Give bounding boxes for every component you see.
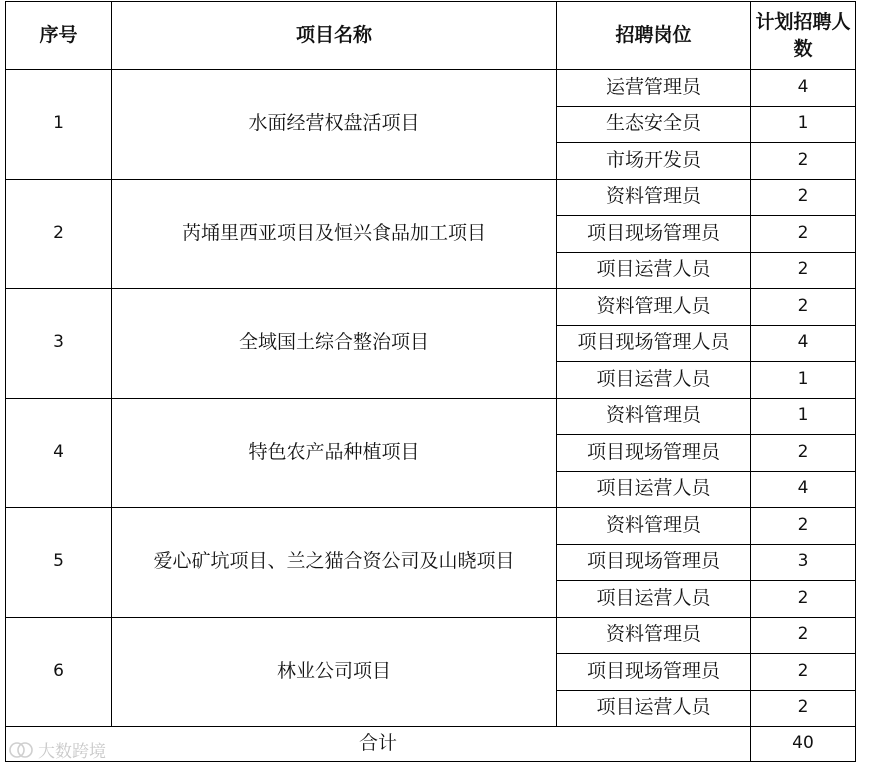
- watermark: [8, 737, 106, 762]
- planned-count: 2: [751, 654, 856, 691]
- position-name: 项目运营人员: [557, 252, 751, 289]
- planned-count: 4: [751, 471, 856, 508]
- planned-count: 2: [751, 617, 856, 654]
- table-row: [6, 179, 856, 216]
- planned-count: 3: [751, 544, 856, 581]
- project-name: 林业公司项目: [112, 617, 557, 727]
- table-row: [6, 508, 856, 545]
- planned-count: 2: [751, 179, 856, 216]
- position-name: 资料管理员: [557, 617, 751, 654]
- row-no: 3: [6, 289, 112, 399]
- header-project-name: 项目名称: [112, 2, 557, 70]
- planned-count: 2: [751, 143, 856, 180]
- planned-count: 2: [751, 289, 856, 326]
- planned-count: 1: [751, 106, 856, 143]
- planned-count: 4: [751, 325, 856, 362]
- table-row: [6, 70, 856, 107]
- row-no: 5: [6, 508, 112, 618]
- position-name: 项目运营人员: [557, 581, 751, 618]
- header-row: [6, 2, 856, 70]
- position-name: 资料管理人员: [557, 289, 751, 326]
- total-count: 40: [751, 727, 856, 762]
- position-name: 项目现场管理员: [557, 654, 751, 691]
- position-name: 项目运营人员: [557, 362, 751, 399]
- table-row: [6, 617, 856, 654]
- planned-count: 2: [751, 435, 856, 472]
- position-name: 资料管理员: [557, 179, 751, 216]
- planned-count: 1: [751, 398, 856, 435]
- row-no: 2: [6, 179, 112, 289]
- row-no: 1: [6, 70, 112, 180]
- position-name: 项目现场管理员: [557, 544, 751, 581]
- table-body: [6, 70, 856, 727]
- row-no: 6: [6, 617, 112, 727]
- header-position: 招聘岗位: [557, 2, 751, 70]
- project-name: 芮埇里西亚项目及恒兴食品加工项目: [112, 179, 557, 289]
- watermark-text: 大数跨境: [38, 742, 106, 762]
- position-name: 生态安全员: [557, 106, 751, 143]
- planned-count: 2: [751, 252, 856, 289]
- total-label: 合计: [6, 727, 751, 762]
- table-row: [6, 398, 856, 435]
- planned-count: 2: [751, 216, 856, 253]
- position-name: 市场开发员: [557, 143, 751, 180]
- planned-count: 2: [751, 690, 856, 727]
- planned-count: 2: [751, 581, 856, 618]
- planned-count: 2: [751, 508, 856, 545]
- header-no: 序号: [6, 2, 112, 70]
- table-row: [6, 289, 856, 326]
- project-name: 全域国土综合整治项目: [112, 289, 557, 399]
- position-name: 项目现场管理人员: [557, 325, 751, 362]
- header-planned-count: 计划招聘人数: [751, 2, 856, 70]
- position-name: 项目现场管理员: [557, 435, 751, 472]
- planned-count: 1: [751, 362, 856, 399]
- project-name: 特色农产品种植项目: [112, 398, 557, 508]
- position-name: 项目运营人员: [557, 690, 751, 727]
- project-name: 水面经营权盘活项目: [112, 70, 557, 180]
- total-row: [6, 727, 856, 762]
- planned-count: 4: [751, 70, 856, 107]
- position-name: 资料管理员: [557, 398, 751, 435]
- recruitment-table: [5, 1, 856, 762]
- project-name: 爱心矿坑项目、兰之猫合资公司及山晓项目: [112, 508, 557, 618]
- position-name: 项目运营人员: [557, 471, 751, 508]
- row-no: 4: [6, 398, 112, 508]
- position-name: 资料管理员: [557, 508, 751, 545]
- position-name: 运营管理员: [557, 70, 751, 107]
- watermark-logo-icon: [8, 741, 34, 759]
- position-name: 项目现场管理员: [557, 216, 751, 253]
